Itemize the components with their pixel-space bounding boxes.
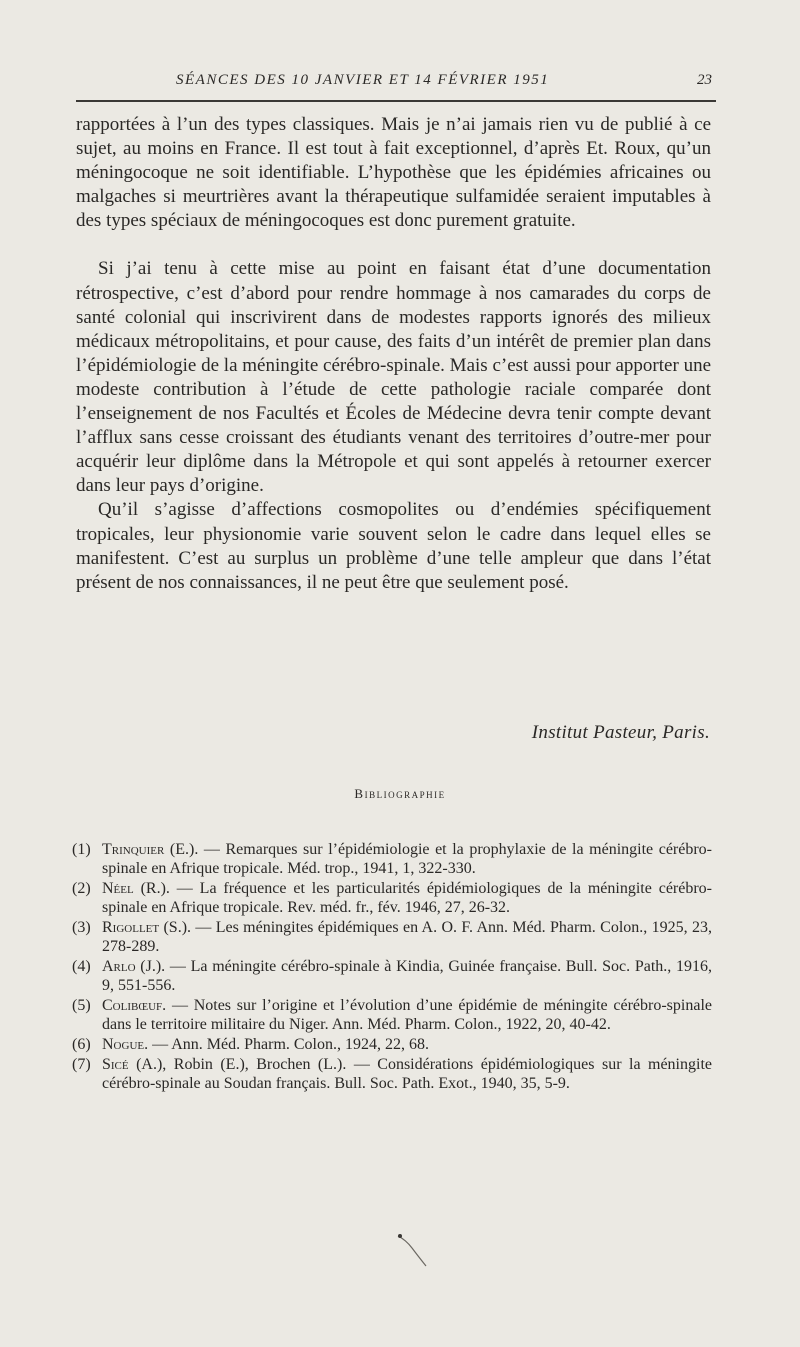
entry-number: (4) — [72, 958, 91, 975]
entry-text: — Ann. Méd. Pharm. Colon., 1924, 22, 68. — [148, 1036, 429, 1053]
ink-mark — [396, 1230, 446, 1270]
bibliography-entry — [72, 1035, 712, 1054]
body-text — [76, 113, 711, 595]
entry-number: (6) — [72, 1036, 91, 1053]
entry-author: Colibœuf. — [102, 997, 167, 1014]
running-header — [76, 72, 712, 96]
header-title: SÉANCES DES 10 JANVIER ET 14 FÉVRIER 1951 — [176, 72, 550, 88]
signature-affiliation: Institut Pasteur, Paris. — [531, 722, 710, 743]
bibliography-entry — [72, 840, 712, 878]
bibliography-entry — [72, 1055, 712, 1093]
entry-author: Nogue. — [102, 1036, 149, 1053]
entry-author: Néel — [102, 880, 134, 897]
paragraph: Si j’ai tenu à cette mise au point en faisant état d’une documentation rétrospective, c’est d’abord pour rendre hommage à nos camarades du corps de santé colonial qui inscrivirent dans de modestes rapports ignorés des milieux médicaux métropolitains, et pour cause, des faits d’un intérêt de premier plan dans l’épidémiologie de la méningite cérébro-spinale. Mais c’est aussi pour apporter une modeste contribution à l’étude de cette pathologie raciale comparée dont l’enseignement de nos Facultés et Écoles de Médecine devra tenir compte devant l’afflux sans cesse croissant des étudiants venant des territoires d’outre-mer pour acquérir leur diplôme dans la Métropole et qui sont appelés à retourner exercer dans leur pays d’origine. — [76, 258, 711, 497]
entry-number: (7) — [72, 1056, 91, 1073]
paragraph: rapportées à l’un des types classiques. Mais je n’ai jamais rien vu de publié à ce sujet, au moins en France. Il est tout à fait exceptionnel, d’après Et. Roux, qu’un méningocoque ne soit identifiable. L’hypothèse que les épidémies africaines ou malgaches si meurtrières avant la thérapeutique sulfamidée seraient imputables à des types spéciaux de méningocoques est donc purement gratuite. — [76, 114, 711, 232]
entry-author: Rigollet — [102, 919, 160, 936]
entry-number: (2) — [72, 880, 91, 897]
bibliography-entry — [72, 957, 712, 995]
entry-text: (E.). — Remarques sur l’épidémiologie et la prophylaxie de la méningite cérébro-spinale en Afrique tropicale. Méd. trop., 1941, 1, 322-330. — [102, 841, 712, 877]
entry-text: (R.). — La fréquence et les particularités épidémiologiques de la méningite cérébro-spinale en Afrique tropicale. Rev. méd. fr., fév. 1946, 27, 26-32. — [102, 880, 712, 916]
entry-number: (3) — [72, 919, 91, 936]
page-number: 23 — [697, 72, 712, 88]
entry-text: — Notes sur l’origine et l’évolution d’une épidémie de méningite cérébro-spinale dans le territoire militaire du Niger. Ann. Méd. Pharm. Colon., 1922, 20, 40-42. — [102, 997, 712, 1033]
entry-number: (5) — [72, 997, 91, 1014]
bibliography-list — [72, 840, 712, 1094]
bibliography-entry — [72, 879, 712, 917]
entry-number: (1) — [72, 841, 91, 858]
bibliography-entry — [72, 918, 712, 956]
paragraph: Qu’il s’agisse d’affections cosmopolites ou d’endémies spécifiquement tropicales, leur physionomie varie souvent selon le cadre dans lequel elles se manifestent. C’est au surplus un problème d’une telle ampleur que dans l’état présent de nos connaissances, il ne peut être que seulement posé. — [76, 499, 711, 593]
bibliography-heading: Bibliographie — [354, 786, 446, 801]
header-rule — [76, 100, 716, 102]
entry-author: Sicé — [102, 1056, 129, 1073]
bibliography-entry — [72, 996, 712, 1034]
entry-author: Arlo — [102, 958, 136, 975]
entry-text: (S.). — Les méningites épidémiques en A. O. F. Ann. Méd. Pharm. Colon., 1925, 23, 278-289. — [102, 919, 712, 955]
entry-text: (J.). — La méningite cérébro-spinale à Kindia, Guinée française. Bull. Soc. Path., 1916, 9, 551-556. — [102, 958, 712, 994]
entry-text: (A.), Robin (E.), Brochen (L.). — Considérations épidémiologiques sur la méningite cérébro-spinale au Soudan français. Bull. Soc. Path. Exot., 1940, 35, 5-9. — [102, 1056, 712, 1092]
entry-author: Trinquier — [102, 841, 165, 858]
